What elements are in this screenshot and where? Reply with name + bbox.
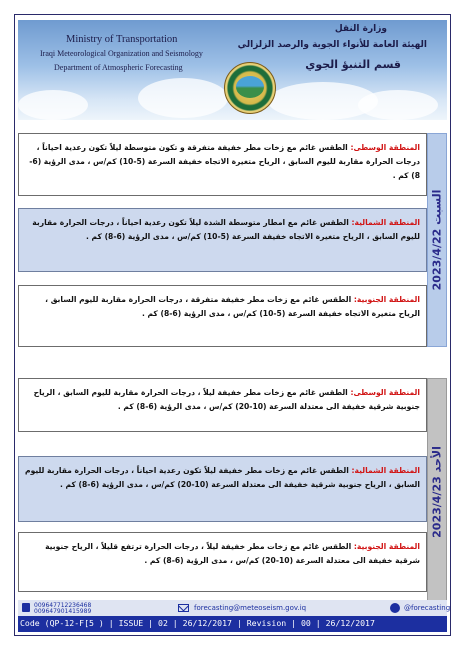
date-column-day1 (427, 133, 447, 347)
facebook-link[interactable]: @forecasting (404, 604, 451, 612)
organization-name-ar: الهيئة العامة للأنواء الجوية والرصد الزلزالي (237, 40, 427, 50)
footer-code-bar (18, 616, 447, 632)
region-name: المنطقة الشمالية: (351, 218, 420, 227)
forecast-box-south-day1 (18, 285, 427, 347)
forecast-box-south-day2 (18, 532, 427, 592)
email-icon (178, 604, 189, 612)
facebook-icon (390, 603, 400, 613)
forecast-box-north-day1 (18, 208, 427, 272)
header-banner (18, 20, 447, 120)
phone-icon (22, 603, 30, 612)
date-column-day2 (427, 378, 447, 606)
region-forecast: الطقس غائم مع زخات مطر خفيفة ليلاً ، درجات الحرارة مقاربة لليوم السابق ، الرياح جنوبية شرقية خفيفة الى معتدلة السرعة (10-20) كم/س ، مدى الرؤية (6-8) كم . (33, 388, 420, 411)
cloud-decoration (358, 90, 438, 120)
ministry-title-ar: وزارة النقل (334, 24, 387, 34)
region-forecast: الطقس غائم مع زخات مطر خفيفة ليلاً تكون رعدية احياناً ، درجات الحرارة مقاربة لليوم السابق ، الرياح جنوبية شرقية خفيفة الى معتدلة السرعة (10-20) كم/س ، مدى الرؤية (6-8) كم . (25, 466, 420, 489)
region-name: المنطقة الجنوبية: (353, 295, 420, 304)
date-label: السبت 2023/4/22 (430, 189, 444, 291)
region-forecast: الطقس غائم مع زخات مطر خفيفة متفرقة و تكون متوسطة ليلاً تكون رعدية احياناً ، درجات الحرارة مقاربة لليوم السابق ، الرياح متغيرة الاتجاه خفيفة السرعة (5-10) كم/س ، مدى الرؤية (6-8) كم . (29, 143, 420, 180)
department-name-ar: قسم التنبؤ الجوي (305, 58, 401, 71)
phone-number-1: 009647712236468 (34, 602, 92, 609)
organization-logo-icon (224, 62, 276, 114)
region-forecast: الطقس غائم مع امطار متوسطة الشدة ليلاً تكون رعدية احياناً ، درجات الحرارة مقاربة لليوم السابق ، الرياح متغيرة الاتجاه خفيفة السرعة (5-10) كم/س ، مدى الرؤية (6-8) كم . (32, 218, 420, 241)
document-code: Code (QP-12-F[5 ) | ISSUE | 02 | 26/12/2017 | Revision | 00 | 26/12/2017 (20, 618, 375, 628)
cloud-decoration (18, 90, 88, 120)
date-label: الأحد 2023/4/23 (430, 446, 444, 538)
forecast-box-central-day2 (18, 378, 427, 432)
region-name: المنطقة الجنوبية: (353, 542, 420, 551)
department-name-en: Department of Atmospheric Forecasting (54, 63, 183, 72)
ministry-title-en: Ministry of Transportation (66, 34, 178, 45)
region-forecast: الطقس غائم مع زخات مطر خفيفة ليلاً ، درجات الحرارة ترتفع قليلاً ، الرياح جنوبية شرقية خفيفة الى معتدلة السرعة (10-20) كم/س ، مدى الرؤية (6-8) كم . (45, 542, 420, 565)
forecast-box-central-day1 (18, 133, 427, 196)
region-name: المنطقة الشمالية: (351, 466, 420, 475)
organization-name-en: Iraqi Meteorological Organization and Seismology (40, 49, 203, 58)
forecast-box-north-day2 (18, 456, 427, 522)
region-name: المنطقة الوسطى: (350, 143, 420, 152)
phone-number-2: 009647901415989 (34, 608, 92, 615)
email-link[interactable]: forecasting@meteoseism.gov.iq (194, 604, 307, 612)
footer-contact-bar (18, 600, 451, 616)
cloud-decoration (138, 78, 228, 118)
region-name: المنطقة الوسطى: (350, 388, 420, 397)
region-forecast: الطقس غائم مع زخات مطر خفيفة متفرقة ، درجات الحرارة مقاربة لليوم السابق ، الرياح متغيرة الاتجاه خفيفة السرعة (5-10) كم/س ، مدى الرؤية (6-8) كم . (45, 295, 420, 318)
